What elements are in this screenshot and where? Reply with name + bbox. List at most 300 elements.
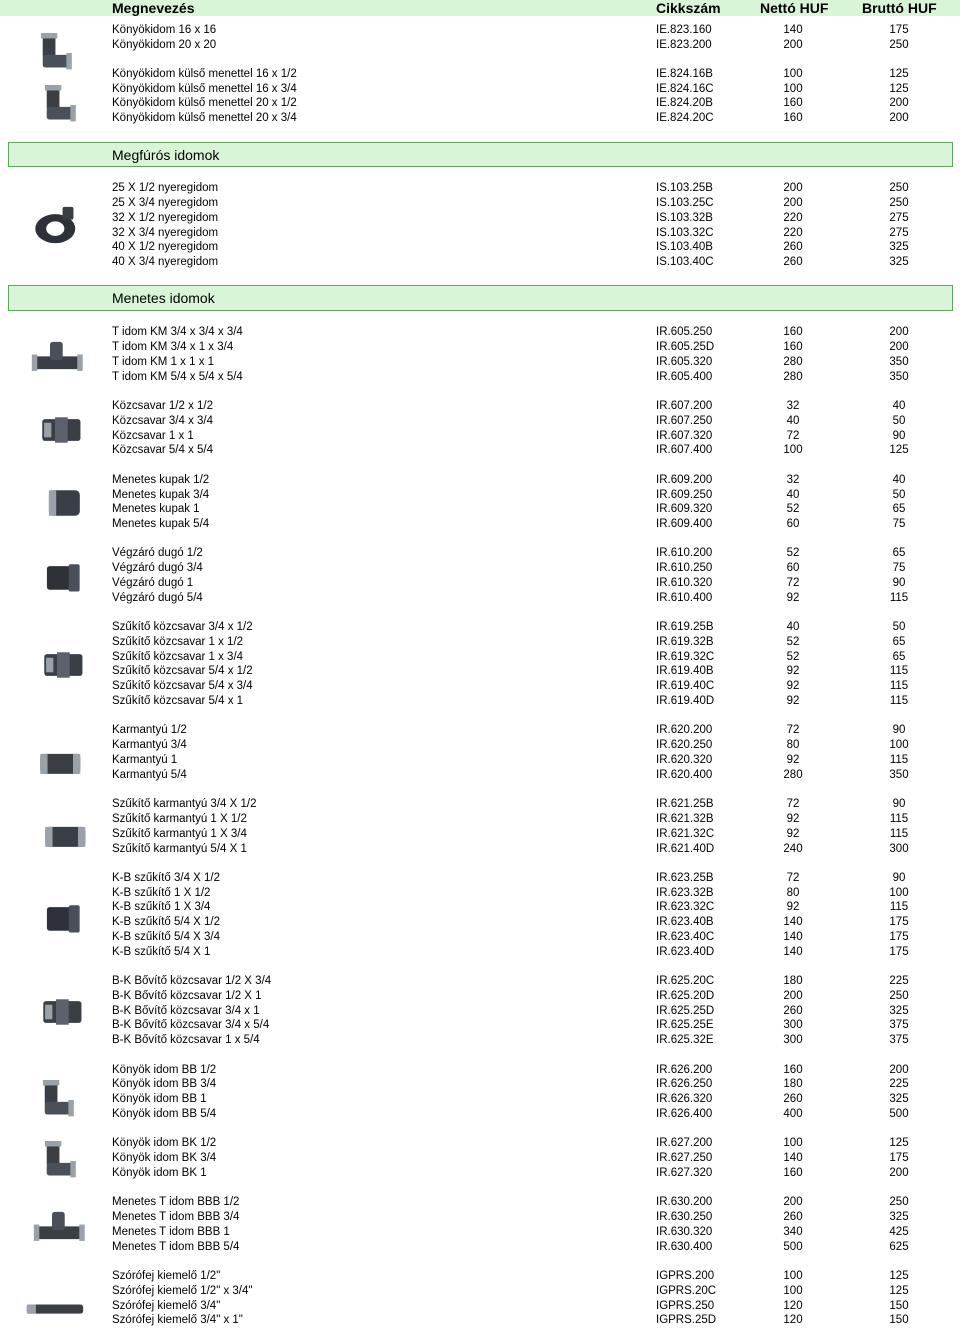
gross-price: 350 [889, 356, 909, 368]
product-name: Könyök idom BB 3/4 [112, 1078, 217, 1090]
gross-price: 115 [889, 754, 909, 766]
plug-image [36, 552, 96, 602]
product-name: Könyök idom BB 1 [112, 1093, 207, 1105]
product-code: IGPRS.20C [656, 1285, 717, 1297]
table-row [0, 67, 960, 82]
product-name: Menetes kupak 1 [112, 503, 200, 515]
table-row [0, 974, 960, 989]
product-name: K-B szűkítő 1 X 3/4 [112, 901, 211, 913]
product-name: T idom KM 3/4 x 1 x 3/4 [112, 341, 234, 353]
table-row [0, 1018, 960, 1033]
net-price: 40 [786, 489, 800, 501]
t-km-image [30, 335, 90, 385]
gross-price: 115 [889, 680, 909, 692]
product-name: Szűkítő közcsavar 1 x 3/4 [112, 651, 244, 663]
net-price: 200 [783, 990, 803, 1002]
product-code: IR.630.400 [656, 1241, 713, 1253]
net-price: 40 [786, 621, 800, 633]
table-row [0, 900, 960, 915]
table-row [0, 620, 960, 635]
table-row [0, 576, 960, 591]
gross-price: 375 [889, 1019, 909, 1031]
product-code: IS.103.40B [656, 241, 713, 253]
product-code: IR.607.200 [656, 400, 713, 412]
product-name: K-B szűkítő 5/4 X 1 [112, 946, 211, 958]
product-code: IS.103.25C [656, 197, 714, 209]
product-code: IR.619.40D [656, 695, 715, 707]
product-name: Szűkítő közcsavar 1 x 1/2 [112, 636, 244, 648]
product-name: Végzáró dugó 3/4 [112, 562, 203, 574]
product-code: IR.630.320 [656, 1226, 713, 1238]
net-price: 100 [783, 68, 803, 80]
gross-price: 75 [892, 518, 906, 530]
gross-price: 200 [889, 341, 909, 353]
gross-price: 300 [889, 843, 909, 855]
product-name: T idom KM 1 x 1 x 1 [112, 356, 215, 368]
net-price: 140 [783, 946, 803, 958]
product-name: 25 X 3/4 nyeregidom [112, 197, 219, 209]
gross-price: 75 [892, 562, 906, 574]
product-code: IR.625.20D [656, 990, 715, 1002]
gross-price: 125 [889, 1137, 909, 1149]
net-price: 80 [786, 739, 800, 751]
product-name: Karmantyú 1 [112, 754, 178, 766]
product-name: Könyökidom külső menettel 16 x 3/4 [112, 83, 297, 95]
table-row [0, 1107, 960, 1122]
table-row [0, 591, 960, 606]
net-price: 260 [783, 1211, 803, 1223]
table-row [0, 96, 960, 111]
net-price: 72 [786, 872, 800, 884]
product-code: IR.607.400 [656, 444, 713, 456]
product-name: Végzáró dugó 1 [112, 577, 194, 589]
net-price: 260 [783, 241, 803, 253]
net-price: 160 [783, 341, 803, 353]
net-price: 200 [783, 1196, 803, 1208]
product-code: IR.621.25B [656, 798, 714, 810]
product-code: IR.626.250 [656, 1078, 713, 1090]
gross-price: 250 [889, 197, 909, 209]
section-title: Menetes idomok [112, 290, 215, 306]
product-name: B-K Bővítő közcsavar 3/4 x 5/4 [112, 1019, 270, 1031]
gross-price: 115 [889, 695, 909, 707]
table-header [0, 0, 960, 16]
table-row [0, 915, 960, 930]
saddle-image [28, 200, 88, 250]
product-name: 25 X 1/2 nyeregidom [112, 182, 219, 194]
product-code: IR.620.320 [656, 754, 713, 766]
header-name: Megnevezés [112, 0, 195, 16]
product-name: 32 X 3/4 nyeregidom [112, 227, 219, 239]
table-row [0, 1033, 960, 1048]
gross-price: 200 [889, 1064, 909, 1076]
gross-price: 100 [889, 739, 909, 751]
product-name: Közcsavar 1/2 x 1/2 [112, 400, 213, 412]
product-code: IE.823.200 [656, 39, 712, 51]
net-price: 52 [786, 636, 800, 648]
product-name: Könyökidom külső menettel 20 x 1/2 [112, 97, 297, 109]
product-code: IR.621.40D [656, 843, 715, 855]
gross-price: 175 [889, 931, 909, 943]
table-row [0, 679, 960, 694]
product-code: IR.625.32E [656, 1034, 714, 1046]
gross-price: 115 [889, 813, 909, 825]
product-name: Végzáró dugó 1/2 [112, 547, 203, 559]
gross-price: 225 [889, 1078, 909, 1090]
table-row [0, 1195, 960, 1210]
gross-price: 225 [889, 975, 909, 987]
net-price: 300 [783, 1019, 803, 1031]
product-name: T idom KM 3/4 x 3/4 x 3/4 [112, 326, 243, 338]
product-name: Szűkítő karmantyú 3/4 X 1/2 [112, 798, 257, 810]
gross-price: 40 [892, 400, 906, 412]
product-name: K-B szűkítő 5/4 X 1/2 [112, 916, 221, 928]
gross-price: 375 [889, 1034, 909, 1046]
product-name: B-K Bővítő közcsavar 3/4 x 1 [112, 1005, 260, 1017]
net-price: 140 [783, 24, 803, 36]
product-name: Menetes T idom BBB 5/4 [112, 1241, 240, 1253]
product-name: K-B szűkítő 1 X 1/2 [112, 887, 211, 899]
net-price: 180 [783, 1078, 803, 1090]
product-name: Könyökidom külső menettel 16 x 1/2 [112, 68, 297, 80]
net-price: 340 [783, 1226, 803, 1238]
table-row [0, 1166, 960, 1181]
product-name: Szórófej kiemelő 1/2" [112, 1270, 221, 1282]
table-row [0, 340, 960, 355]
table-row [0, 989, 960, 1004]
net-price: 240 [783, 843, 803, 855]
net-price: 280 [783, 371, 803, 383]
gross-price: 40 [892, 474, 906, 486]
table-row [0, 325, 960, 340]
net-price: 200 [783, 197, 803, 209]
table-row [0, 886, 960, 901]
net-price: 220 [783, 227, 803, 239]
table-row [0, 23, 960, 38]
product-name: Szűkítő közcsavar 5/4 x 3/4 [112, 680, 253, 692]
net-price: 92 [786, 813, 800, 825]
net-price: 260 [783, 256, 803, 268]
product-name: T idom KM 5/4 x 5/4 x 5/4 [112, 371, 243, 383]
gross-price: 425 [889, 1226, 909, 1238]
cap-image [38, 478, 98, 528]
product-name: Könyök idom BB 5/4 [112, 1108, 217, 1120]
table-row [0, 443, 960, 458]
net-price: 92 [786, 901, 800, 913]
product-code: IE.824.20B [656, 97, 713, 109]
table-row [0, 1210, 960, 1225]
gross-price: 90 [892, 577, 906, 589]
product-code: IS.103.40C [656, 256, 714, 268]
product-name: Közcsavar 3/4 x 3/4 [112, 415, 213, 427]
table-row [0, 871, 960, 886]
gross-price: 115 [889, 828, 909, 840]
product-name: Menetes kupak 1/2 [112, 474, 210, 486]
table-row [0, 1299, 960, 1314]
net-price: 500 [783, 1241, 803, 1253]
net-price: 100 [783, 1137, 803, 1149]
product-code: IR.630.250 [656, 1211, 713, 1223]
bk-expander-image [36, 987, 96, 1037]
table-row [0, 768, 960, 783]
product-code: IR.623.40D [656, 946, 715, 958]
product-name: Karmantyú 3/4 [112, 739, 187, 751]
gross-price: 65 [892, 503, 906, 515]
net-price: 72 [786, 430, 800, 442]
net-price: 120 [783, 1300, 803, 1312]
gross-price: 150 [889, 1314, 909, 1326]
product-code: IR.610.400 [656, 592, 713, 604]
product-name: Szórófej kiemelő 1/2" x 3/4" [112, 1285, 253, 1297]
product-name: Menetes kupak 3/4 [112, 489, 210, 501]
product-name: Menetes kupak 5/4 [112, 518, 210, 530]
net-price: 300 [783, 1034, 803, 1046]
net-price: 200 [783, 39, 803, 51]
table-row [0, 355, 960, 370]
gross-price: 125 [889, 1285, 909, 1297]
product-code: IR.627.200 [656, 1137, 713, 1149]
net-price: 280 [783, 356, 803, 368]
gross-price: 625 [889, 1241, 909, 1253]
header-gross: Bruttó HUF [862, 0, 937, 16]
product-code: IGPRS.25D [656, 1314, 717, 1326]
product-name: Könyök idom BB 1/2 [112, 1064, 217, 1076]
gross-price: 50 [892, 621, 906, 633]
net-price: 160 [783, 1167, 803, 1179]
product-code: IE.824.16C [656, 83, 714, 95]
table-row [0, 370, 960, 385]
product-name: Szűkítő közcsavar 5/4 x 1/2 [112, 665, 253, 677]
product-code: IR.619.40C [656, 680, 715, 692]
product-name: Szórófej kiemelő 3/4" x 1" [112, 1314, 243, 1326]
product-code: IR.607.320 [656, 430, 713, 442]
table-row [0, 738, 960, 753]
net-price: 80 [786, 887, 800, 899]
gross-price: 200 [889, 1167, 909, 1179]
product-code: IR.605.25D [656, 341, 715, 353]
table-row [0, 797, 960, 812]
net-price: 100 [783, 83, 803, 95]
table-row [0, 429, 960, 444]
product-code: IR.620.250 [656, 739, 713, 751]
product-code: IR.619.32C [656, 651, 715, 663]
table-row [0, 1225, 960, 1240]
gross-price: 115 [889, 901, 909, 913]
table-row [0, 255, 960, 270]
product-code: IR.609.400 [656, 518, 713, 530]
kb-reducer-image [36, 893, 96, 943]
product-name: Könyök idom BK 1 [112, 1167, 207, 1179]
table-row [0, 226, 960, 241]
product-name: B-K Bővítő közcsavar 1/2 X 3/4 [112, 975, 272, 987]
net-price: 52 [786, 547, 800, 559]
elbow-bb-image [32, 1075, 92, 1125]
product-code: IR.623.32B [656, 887, 714, 899]
net-price: 32 [786, 400, 800, 412]
table-row [0, 38, 960, 53]
net-price: 140 [783, 916, 803, 928]
net-price: 32 [786, 474, 800, 486]
gross-price: 500 [889, 1108, 909, 1120]
section-header [8, 142, 953, 167]
product-name: 40 X 1/2 nyeregidom [112, 241, 219, 253]
product-name: Karmantyú 1/2 [112, 724, 187, 736]
net-price: 72 [786, 798, 800, 810]
table-row [0, 502, 960, 517]
product-code: IR.625.25D [656, 1005, 715, 1017]
header-code: Cikkszám [656, 0, 721, 16]
product-name: Közcsavar 1 x 1 [112, 430, 194, 442]
table-row [0, 1004, 960, 1019]
table-row [0, 1240, 960, 1255]
product-code: IR.626.400 [656, 1108, 713, 1120]
product-name: Szűkítő karmantyú 1 X 1/2 [112, 813, 247, 825]
net-price: 200 [783, 182, 803, 194]
header-net: Nettó HUF [760, 0, 829, 16]
product-name: Könyökidom külső menettel 20 x 3/4 [112, 112, 297, 124]
gross-price: 65 [892, 651, 906, 663]
table-row [0, 488, 960, 503]
product-name: 40 X 3/4 nyeregidom [112, 256, 219, 268]
product-code: IE.824.16B [656, 68, 713, 80]
gross-price: 325 [889, 1093, 909, 1105]
product-code: IGPRS.200 [656, 1270, 715, 1282]
product-name: Menetes T idom BBB 1 [112, 1226, 230, 1238]
net-price: 400 [783, 1108, 803, 1120]
section-title: Megfúrós idomok [112, 146, 220, 163]
net-price: 60 [786, 562, 800, 574]
product-code: IR.609.250 [656, 489, 713, 501]
product-code: IR.607.250 [656, 415, 713, 427]
gross-price: 100 [889, 887, 909, 899]
gross-price: 90 [892, 872, 906, 884]
gross-price: 200 [889, 112, 909, 124]
product-code: IR.623.40C [656, 931, 715, 943]
product-name: Szűkítő karmantyú 5/4 X 1 [112, 843, 247, 855]
table-row [0, 1077, 960, 1092]
gross-price: 150 [889, 1300, 909, 1312]
gross-price: 115 [889, 592, 909, 604]
net-price: 92 [786, 828, 800, 840]
net-price: 260 [783, 1005, 803, 1017]
table-row [0, 1284, 960, 1299]
product-name: 32 X 1/2 nyeregidom [112, 212, 219, 224]
gross-price: 325 [889, 1005, 909, 1017]
table-row [0, 694, 960, 709]
product-code: IGPRS.250 [656, 1300, 715, 1312]
table-row [0, 650, 960, 665]
elbow-thread-image [34, 80, 94, 130]
product-code: IR.626.320 [656, 1093, 713, 1105]
net-price: 92 [786, 695, 800, 707]
gross-price: 325 [889, 241, 909, 253]
table-row [0, 546, 960, 561]
net-price: 52 [786, 503, 800, 515]
gross-price: 65 [892, 547, 906, 559]
product-code: IR.610.200 [656, 547, 713, 559]
product-code: IS.103.25B [656, 182, 713, 194]
tee-bbb-image [32, 1205, 92, 1255]
table-row [0, 82, 960, 97]
product-code: IR.626.200 [656, 1064, 713, 1076]
reducing-socket-image [38, 811, 98, 861]
table-row [0, 211, 960, 226]
net-price: 280 [783, 769, 803, 781]
product-name: Menetes T idom BBB 3/4 [112, 1211, 240, 1223]
table-row [0, 111, 960, 126]
product-code: IR.623.40B [656, 916, 714, 928]
product-code: IR.623.25B [656, 872, 714, 884]
product-code: IR.625.20C [656, 975, 715, 987]
gross-price: 115 [889, 665, 909, 677]
net-price: 92 [786, 665, 800, 677]
table-row [0, 1092, 960, 1107]
gross-price: 175 [889, 24, 909, 36]
product-name: Szűkítő közcsavar 5/4 x 1 [112, 695, 244, 707]
product-name: Szűkítő közcsavar 3/4 x 1/2 [112, 621, 253, 633]
product-name: K-B szűkítő 5/4 X 3/4 [112, 931, 221, 943]
gross-price: 125 [889, 444, 909, 456]
gross-price: 175 [889, 1152, 909, 1164]
table-row [0, 1313, 960, 1328]
product-code: IR.621.32B [656, 813, 714, 825]
net-price: 92 [786, 680, 800, 692]
product-name: Könyökidom 16 x 16 [112, 24, 217, 36]
net-price: 260 [783, 1093, 803, 1105]
product-name: B-K Bővítő közcsavar 1/2 X 1 [112, 990, 262, 1002]
product-code: IE.824.20C [656, 112, 714, 124]
product-code: IR.620.400 [656, 769, 713, 781]
product-code: IR.623.32C [656, 901, 715, 913]
product-code: IR.610.250 [656, 562, 713, 574]
table-row [0, 827, 960, 842]
net-price: 180 [783, 975, 803, 987]
table-row [0, 945, 960, 960]
product-name: K-B szűkítő 3/4 X 1/2 [112, 872, 221, 884]
table-row [0, 414, 960, 429]
gross-price: 90 [892, 724, 906, 736]
table-row [0, 635, 960, 650]
product-code: IR.630.200 [656, 1196, 713, 1208]
elbow-16-image [30, 28, 90, 78]
table-row [0, 842, 960, 857]
product-code: IR.609.200 [656, 474, 713, 486]
net-price: 220 [783, 212, 803, 224]
net-price: 160 [783, 1064, 803, 1076]
net-price: 40 [786, 415, 800, 427]
product-code: IR.625.25E [656, 1019, 714, 1031]
gross-price: 175 [889, 916, 909, 928]
gross-price: 200 [889, 326, 909, 338]
net-price: 120 [783, 1314, 803, 1326]
product-code: IR.620.200 [656, 724, 713, 736]
product-code: IR.627.320 [656, 1167, 713, 1179]
product-code: IS.103.32C [656, 227, 714, 239]
gross-price: 50 [892, 415, 906, 427]
gross-price: 275 [889, 227, 909, 239]
gross-price: 250 [889, 39, 909, 51]
gross-price: 325 [889, 256, 909, 268]
product-code: IR.610.320 [656, 577, 713, 589]
net-price: 160 [783, 97, 803, 109]
net-price: 72 [786, 724, 800, 736]
product-code: IR.619.32B [656, 636, 714, 648]
table-row [0, 181, 960, 196]
gross-price: 325 [889, 1211, 909, 1223]
gross-price: 250 [889, 1196, 909, 1208]
product-code: IS.103.32B [656, 212, 713, 224]
product-name: Szűkítő karmantyú 1 X 3/4 [112, 828, 247, 840]
